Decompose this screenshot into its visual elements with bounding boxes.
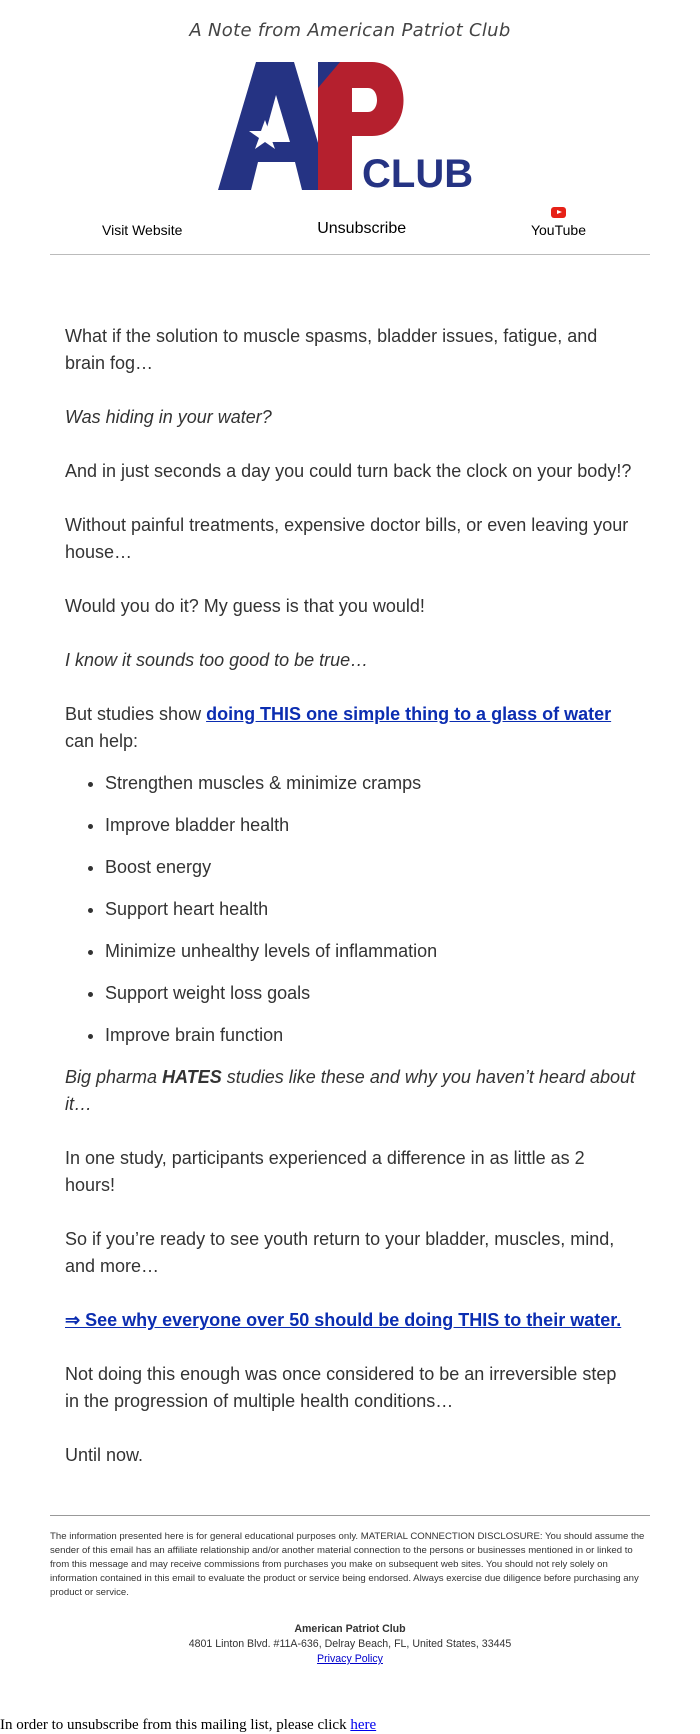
list-item: • Improve bladder health: [105, 812, 635, 839]
paragraph: In one study, participants experienced a difference in as little as 2 hours!: [65, 1148, 585, 1195]
header-nav: [50, 198, 650, 238]
paragraph-italic: I know it sounds too good to be true…: [65, 650, 369, 670]
email-container: [50, 0, 650, 1667]
youtube-link[interactable]: [531, 207, 586, 238]
email-body: [50, 255, 650, 1469]
benefits-list: [65, 770, 635, 1049]
list-item: • Boost energy: [105, 854, 635, 881]
footer-address: [50, 1622, 650, 1667]
offer-link[interactable]: doing THIS one simple thing to a glass of water: [206, 704, 612, 724]
paragraph: What if the solution to muscle spasms, bladder issues, fatigue, and brain fog…: [65, 326, 598, 373]
paragraph-italic: Was hiding in your water?: [65, 407, 272, 427]
postal-address: 4801 Linton Blvd. #11A-636, Delray Beach, FL, United States, 33445: [188, 1638, 512, 1650]
list-item: • Strengthen muscles & minimize cramps: [105, 770, 635, 797]
unsubscribe-notice: In order to unsubscribe from this mailing list, please click here: [0, 1717, 377, 1733]
paragraph: And in just seconds a day you could turn back the clock on your body!?: [65, 461, 632, 481]
disclaimer-text: The information presented here is for general educational purposes only. MATERIAL CONNECTION DISCLOSURE: You should assume the sender of this email has an affiliate relationship and/or another material connection to the persons or businesses mentioned in or linked to from this message and may receive commissions from purchases you make on subsequent web sites. You should not rely solely on information contained in this email to evaluate the product or service being endorsed. Always exercise due diligence before purchasing any product or service.: [50, 1531, 645, 1598]
list-item: • Improve brain function: [105, 1022, 635, 1049]
paragraph-with-link: But studies show doing THIS one simple thing to a glass of water can help:: [65, 704, 612, 751]
paragraph: Without painful treatments, expensive doctor bills, or even leaving your house…: [65, 515, 629, 562]
youtube-label: YouTube: [530, 222, 586, 238]
list-item: • Support weight loss goals: [105, 980, 635, 1007]
paragraph: Would you do it? My guess is that you would!: [65, 596, 425, 616]
privacy-policy-link[interactable]: Privacy Policy: [317, 1653, 383, 1665]
paragraph-italic: Big pharma HATES studies like these and why you haven’t heard about it…: [65, 1067, 636, 1114]
header-note: A Note from American Patriot Club: [189, 20, 511, 41]
youtube-icon: [551, 207, 566, 218]
list-item: • Support heart health: [105, 896, 635, 923]
visit-website-link[interactable]: Visit Website: [102, 222, 183, 238]
list-item: • Minimize unhealthy levels of inflammation: [105, 938, 635, 965]
company-name: American Patriot Club: [294, 1623, 406, 1635]
cta-paragraph: [65, 1307, 635, 1334]
svg-text:CLUB: CLUB: [362, 152, 474, 196]
paragraph: So if you’re ready to see youth return to your bladder, muscles, mind, and more…: [65, 1229, 615, 1276]
paragraph: Not doing this enough was once considered to be an irreversible step in the progression of multiple health conditions…: [65, 1364, 617, 1411]
cta-link[interactable]: ⇒ See why everyone over 50 should be doing THIS to their water.: [65, 1310, 622, 1330]
paragraph: Until now.: [65, 1445, 144, 1465]
unsubscribe-here-link[interactable]: here: [350, 1717, 377, 1733]
ap-club-logo: [200, 50, 500, 198]
unsubscribe-link[interactable]: Unsubscribe: [317, 220, 407, 237]
